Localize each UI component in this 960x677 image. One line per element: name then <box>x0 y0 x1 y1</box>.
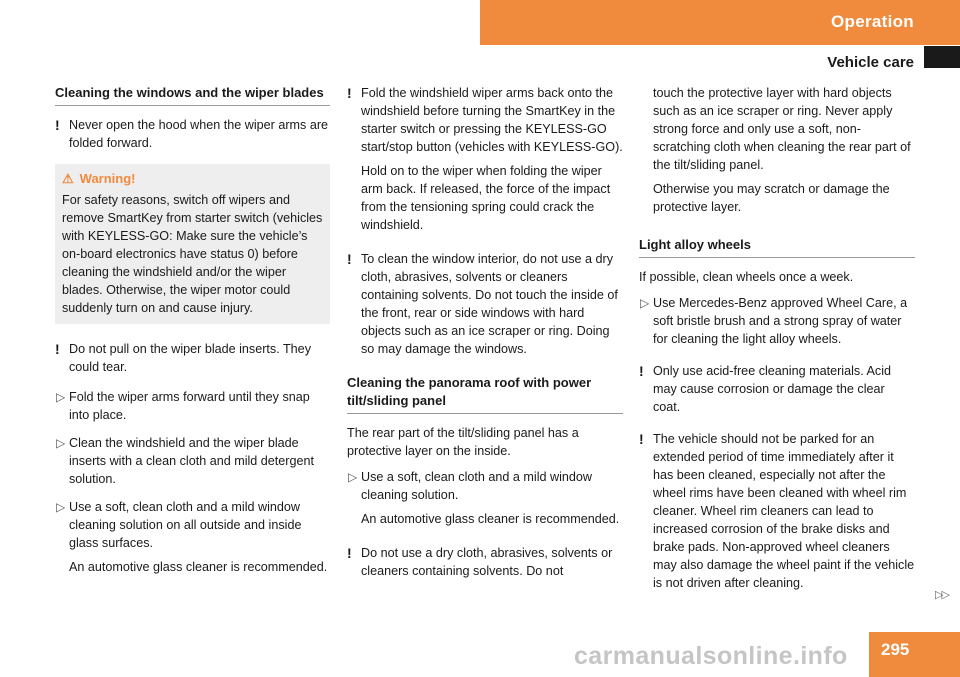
note-text: The vehicle should not be parked for an extended period of time immediately after it has been cleaned, especially not after the wheel rims have been cleaned with wheel rim cleaner. Wheel rim cleaners can lead to increased corrosion of the brake disks and brake pads. Non-approved wheel cleaners may also damage the wheel paint if the vehicle is not driven after cleaning. <box>653 432 915 590</box>
arrow-icon: ▷ <box>56 436 66 450</box>
note-text: Only use acid-free cleaning materials. Acid may cause corrosion or damage the clear coat. <box>653 364 891 414</box>
notice-icon: ! <box>347 85 352 101</box>
notice-icon: ! <box>639 363 644 379</box>
arrow-icon: ▷ <box>348 470 358 484</box>
notice-icon: ! <box>347 545 352 561</box>
note <box>639 430 915 592</box>
notice-icon: ! <box>347 251 352 267</box>
column-2 <box>347 84 623 592</box>
section-subtitle: Vehicle care <box>827 54 914 71</box>
arrow-icon: ▷ <box>56 500 66 514</box>
note-continuation: Otherwise you may scratch or damage the protective layer. <box>653 182 890 214</box>
note-text: Do not pull on the wiper blade inserts. They could tear. <box>69 342 311 374</box>
note <box>347 250 623 358</box>
warning-title: ⚠ Warning! <box>62 171 136 186</box>
heading-wheels: Light alloy wheels <box>639 236 915 258</box>
notice-icon: ! <box>55 341 60 357</box>
list-item-note: An automotive glass cleaner is recommended. <box>361 512 620 526</box>
warning-text: For safety reasons, switch off wipers and remove SmartKey from starter switch (vehicles with KEYLESS-GO: Make sure the vehicle’s on-board electronics have status 0) before cleaning the windshield and/or the wiper blades. Otherwise, the wiper motor could suddenly turn on and cause injury. <box>62 193 323 315</box>
list-item: ▷ Clean the windshield and the wiper blade inserts with a clean cloth and mild detergent solution. <box>56 436 315 486</box>
list-item: ▷ Use a soft, clean cloth and a mild window cleaning solution. <box>348 470 593 502</box>
note-continuation: touch the protective layer with hard objects such as an ice scraper or ring. Never apply strong force and only use a soft, non-scratching cloth when cleaning the rear part of the tilt/sliding panel. <box>653 86 911 172</box>
arrow-icon: ▷ <box>56 390 66 404</box>
note <box>55 340 330 376</box>
list-item: ▷ Use Mercedes-Benz approved Wheel Care, a soft bristle brush and a strong spray of water for cleaning the light alloy wheels. <box>640 296 908 346</box>
list-item: ▷ Use a soft, clean cloth and a mild window cleaning solution on all outside and inside glass surfaces. <box>56 500 302 550</box>
notice-icon: ! <box>639 431 644 447</box>
intro-text: If possible, clean wheels once a week. <box>639 270 854 284</box>
intro-text: The rear part of the tilt/sliding panel has a protective layer on the inside. <box>347 426 579 458</box>
note-continuation: Hold on to the wiper when folding the wiper arm back. If released, the force of the impact from the tensioning spring could crack the windshield. <box>361 164 611 232</box>
notice-icon: ! <box>55 117 60 133</box>
note <box>347 84 623 156</box>
note-text: Fold the windshield wiper arms back onto the windshield before turning the SmartKey in the starter switch or pressing the KEYLESS-GO start/stop button (vehicles with KEYLESS-GO). <box>361 86 623 154</box>
header-marker <box>924 46 960 68</box>
warning-box <box>55 164 330 324</box>
column-3 <box>639 84 915 604</box>
note-text: To clean the window interior, do not use a dry cloth, abrasives, solvents or cleaners containing solvents. Do not touch the inside of the front, rear or side windows with hard objects such as an ice scraper or ring. Doing so may damage the windows. <box>361 252 618 356</box>
note-text: Do not use a dry cloth, abrasives, solvents or cleaners containing solvents. Do not <box>361 546 613 578</box>
warning-icon: ⚠ <box>62 171 74 186</box>
heading-windows: Cleaning the windows and the wiper blades <box>55 84 330 106</box>
note-text: Never open the hood when the wiper arms are folded forward. <box>69 118 329 150</box>
note <box>55 116 330 152</box>
note <box>347 544 623 580</box>
column-1 <box>55 84 330 588</box>
continue-icon: ▷▷ <box>935 589 948 601</box>
arrow-icon: ▷ <box>640 296 650 310</box>
watermark: carmanualsonline.info <box>574 642 848 670</box>
list-item: ▷ Fold the wiper arms forward until they snap into place. <box>56 390 310 422</box>
page-number: 295 <box>881 640 910 659</box>
note <box>639 362 915 416</box>
section-title: Operation <box>831 12 914 31</box>
list-item-note: An automotive glass cleaner is recommended. <box>69 560 328 574</box>
heading-panorama-roof: Cleaning the panorama roof with power tilt/sliding panel <box>347 374 623 414</box>
